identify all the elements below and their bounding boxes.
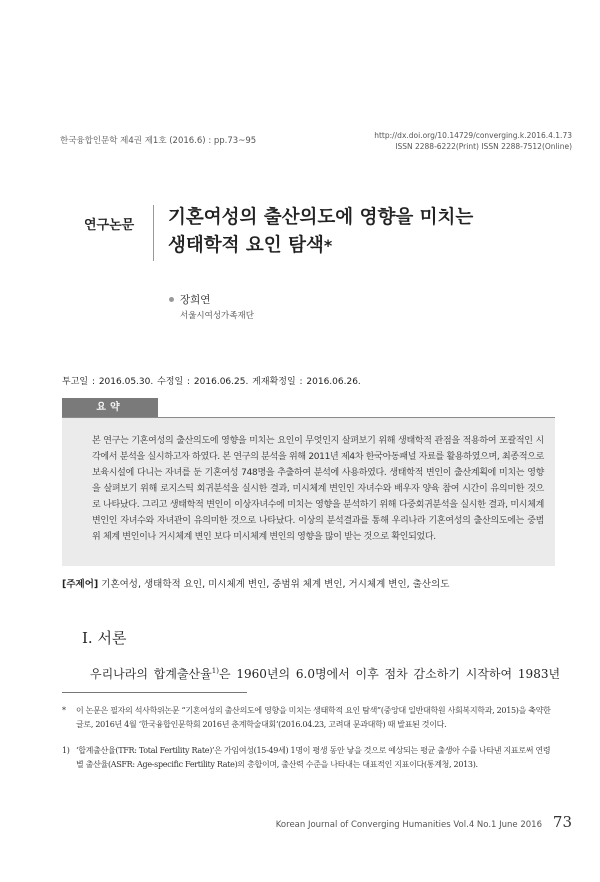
- footnote-star: [62, 704, 556, 732]
- title-footnote-mark[interactable]: *: [323, 236, 333, 255]
- footnote-1: [62, 744, 556, 772]
- doi-issn-block: [374, 130, 572, 152]
- author-name: 장희연: [180, 294, 211, 306]
- section-heading: Ⅰ. 서론: [82, 629, 127, 647]
- doi-link[interactable]: http://dx.doi.org/10.14729/converging.k.2016.4.1.73: [374, 131, 572, 140]
- footnote-mark: *: [62, 706, 66, 715]
- abstract-text: 본 연구는 기혼여성의 출산의도에 영향을 미치는 요인이 무엇인지 살펴보기 위해 생태학적 관점을 적용하여 포괄적인 시각에서 분석을 실시하고자 하였다. 본 연구의 분석을 위해 2011년 제4차 한국아동패널 자료를 활용하였으며, 최종적으로 보육시설에 다니는 자녀를 둔 기혼여성 748명을 추출하여 분석에 사용하였다. 생태학적 변인이 출산계획에 미치는 영향을 살펴보기 위해 로지스틱 회귀분석을 실시한 결과, 미시체계 변인인 자녀수와 배우자 양육 참여 시간이 유의미한 것으로 나타났다. 그리고 생태학적 변인이 이상자녀수에 미치는 영향을 분석하기 위해 다중회귀분석을 실시한 결과, 미시체계 변인인 자녀수와 자녀관이 유의미한 것으로 나타났다. 이상의 분석결과를 통해 우리나라 기혼여성의 출산의도에는 중범위 체계 변인이나 거시체계 변인 보다 미시체계 변인의 영향을 많이 받는 것으로 확인되었다.: [92, 436, 544, 542]
- keywords-label: [주제어]: [62, 579, 99, 590]
- title-line-1: 기혼여성의 출산의도에 영향을 미치는: [168, 207, 474, 228]
- article-title: [168, 204, 473, 260]
- journal-issue: 한국융합인문학 제4권 제1호 (2016.6) : pp.73~95: [60, 136, 257, 146]
- body-paragraph: [90, 665, 560, 682]
- footnote-text: ‘합계출산율(TFR: Total Fertility Rate)’은 가임여성(15-49세) 1명이 평생 동안 낳을 것으로 예상되는 평균 출생아 수를 나타낸 지표로써 연령별 출산율(ASFR: Age-specific Fertility Rate)의 총합이며, 출산력 수준을 나타내는 대표적인 지표이다(통계청, 2013).: [76, 746, 551, 769]
- title-line-2-text: 생태학적 요인 탐색: [168, 235, 324, 256]
- page-number: 73: [552, 813, 572, 831]
- title-line-2: [168, 232, 473, 260]
- body-text-end: 은 1960년의 6.0명에서 이후 점차 감소하기 시작하여 1983년: [218, 667, 561, 681]
- bullet-icon: [169, 297, 174, 302]
- submission-dates: 투고일 : 2016.05.30. 수정일 : 2016.06.25. 게재확정일 : 2016.06.26.: [62, 377, 361, 387]
- footer-journal-name: Korean Journal of Converging Humanities Vol.4 No.1 June 2016: [275, 820, 542, 830]
- footnote-mark: 1): [62, 746, 70, 755]
- title-divider: [153, 205, 154, 261]
- article-type-label: 연구논문: [84, 218, 135, 233]
- author-affiliation: 서울시여성가족재단: [180, 311, 254, 321]
- keywords: [62, 576, 562, 590]
- body-text-start: 우리나라의 합계출산율: [90, 667, 212, 681]
- footnote-ref-1[interactable]: 1): [211, 667, 219, 675]
- abstract-label: 요약: [62, 398, 158, 418]
- keywords-text: 기혼여성, 생태학적 요인, 미시체계 변인, 중범위 체계 변인, 거시체계 변인, 출산의도: [101, 579, 450, 590]
- footnote-text: 이 논문은 필자의 석사학위논문 “기혼여성의 출산의도에 영향을 미치는 생태학적 요인 탐색”(중앙대 일반대학원 사회복지학과, 2015)을 축약한 글로, 2016년 4월 ‘한국융합인문학회 2016년 춘계학술대회’(2016.04.23, 고려대 문과대학) 때 발표된 것이다.: [76, 706, 551, 729]
- footnote-rule: [62, 692, 247, 693]
- issn: ISSN 2288-6222(Print) ISSN 2288-7512(Online): [395, 142, 572, 151]
